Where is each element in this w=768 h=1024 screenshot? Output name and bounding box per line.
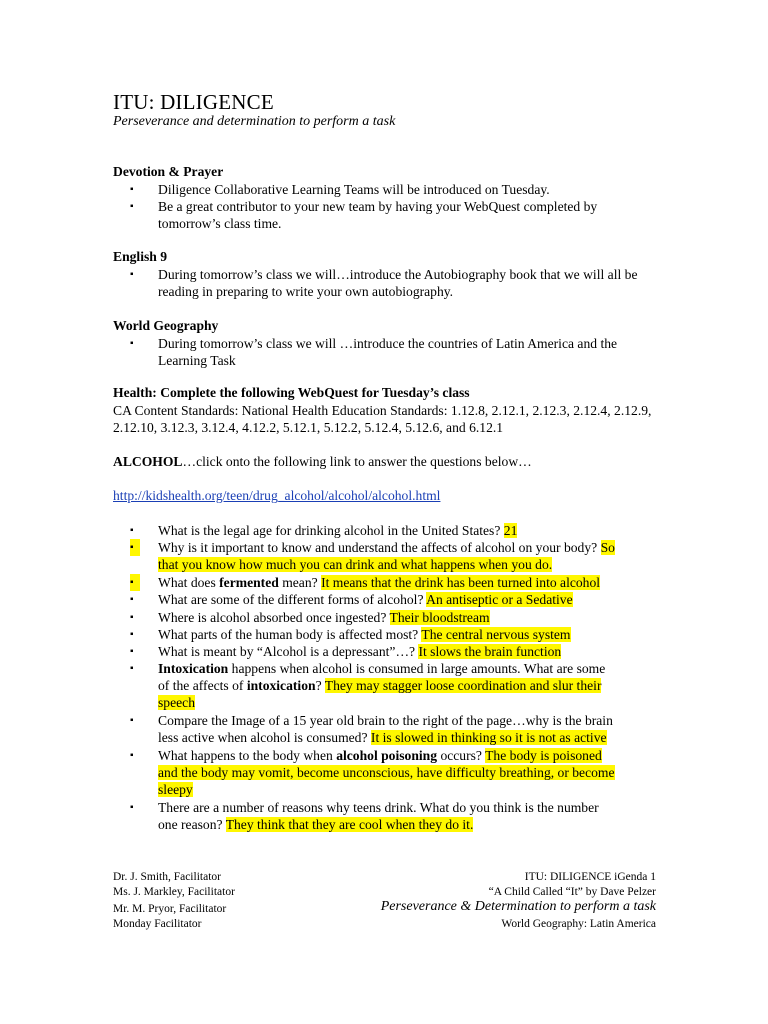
alcohol-link-row xyxy=(113,487,440,504)
answer-highlight: speech xyxy=(158,695,195,710)
list-item: ▪ During tomorrow’s class we will …introduce the countries of Latin America and the Learning Task xyxy=(130,336,618,368)
bullet-icon: ▪ xyxy=(130,715,134,726)
question-item: ▪ What is meant by “Alcohol is a depressant”…? It slows the brain function xyxy=(130,644,562,659)
english-heading: English 9 xyxy=(113,249,168,264)
bullet-icon: ▪ xyxy=(130,338,134,349)
answer-highlight: The central nervous system xyxy=(421,627,571,642)
answer-highlight: sleepy xyxy=(158,782,193,797)
alcohol-link[interactable]: http://kidshealth.org/teen/drug_alcohol/alcohol/alcohol.html xyxy=(113,488,441,503)
bullet-icon: ▪ xyxy=(130,525,134,536)
question-item: ▪ What are some of the different forms of alcohol? An antiseptic or a Sedative xyxy=(130,592,573,607)
footer-facilitator: Ms. J. Markley, Facilitator xyxy=(113,886,235,898)
health-heading: Health: Complete the following WebQuest for Tuesday’s class xyxy=(113,385,470,400)
answer-highlight: It slows the brain function xyxy=(418,644,562,659)
bullet-icon: ▪ xyxy=(130,663,134,674)
answer-highlight: They think that they are cool when they do it. xyxy=(225,817,474,832)
footer-igenda: ITU: DILIGENCE iGenda 1 xyxy=(524,871,656,883)
answer-highlight: It means that the drink has been turned into alcohol xyxy=(321,575,601,590)
footer-facilitator: Monday Facilitator xyxy=(113,918,202,930)
answer-highlight: that you know how much you can drink and what happens when you do. xyxy=(158,557,553,572)
question-item: ▪ Compare the Image of a 15 year old brain to the right of the page…why is the brain less active when alcohol is consumed? It is slowed in thinking so it is not as active xyxy=(130,713,613,745)
bullet-icon: ▪ xyxy=(130,201,134,212)
bullet-icon: ▪ xyxy=(130,184,134,195)
list-item: ▪ Diligence Collaborative Learning Teams will be introduced on Tuesday. xyxy=(130,182,550,197)
answer-highlight: The body is poisoned xyxy=(485,748,602,763)
devotion-heading: Devotion & Prayer xyxy=(113,164,224,179)
page-subtitle: Perseverance and determination to perform a task xyxy=(113,114,396,129)
footer-course: World Geography: Latin America xyxy=(501,918,656,930)
footer-book: “A Child Called “It” by Dave Pelzer xyxy=(488,886,656,898)
answer-highlight: and the body may vomit, become unconscious, have difficulty breathing, or become xyxy=(158,765,615,780)
question-item: ▪ Why is it important to know and understand the affects of alcohol on your body? So that you know how much you can drink and what happens when you do. xyxy=(130,540,615,572)
question-item: ▪ What parts of the human body is affected most? The central nervous system xyxy=(130,627,571,642)
bullet-icon: ▪ xyxy=(130,574,140,591)
question-item: ▪ Intoxication happens when alcohol is consumed in large amounts. What are some of the affects of intoxication? They may stagger loose coordination and slur their speech xyxy=(130,661,606,710)
bullet-icon: ▪ xyxy=(130,269,134,280)
answer-highlight: An antiseptic or a Sedative xyxy=(426,592,573,607)
bullet-icon: ▪ xyxy=(130,629,134,640)
bullet-icon: ▪ xyxy=(130,646,134,657)
alcohol-instruction: ALCOHOL…click onto the following link to answer the questions below… xyxy=(113,454,532,469)
question-item: ▪ What happens to the body when alcohol poisoning occurs? The body is poisoned and the body may vomit, become unconscious, have difficulty breathing, or become sleepy xyxy=(130,748,615,797)
bullet-icon: ▪ xyxy=(130,802,134,813)
bullet-icon: ▪ xyxy=(130,612,134,623)
question-item: ▪ Where is alcohol absorbed once ingested? Their bloodstream xyxy=(130,610,490,625)
bullet-icon: ▪ xyxy=(130,594,134,605)
footer-theme: Perseverance & Determination to perform a task xyxy=(380,899,656,914)
question-item: ▪ What is the legal age for drinking alcohol in the United States? 21 xyxy=(130,523,518,538)
footer-facilitator: Mr. M. Pryor, Facilitator xyxy=(113,903,227,915)
standards-text: CA Content Standards: National Health Education Standards: 1.12.8, 2.12.1, 2.12.3, 2.12.4, 2.12.9, 2.12.10, 3.12.3, 3.12.4, 4.12.2, 5.12.1, 5.12.2, 5.12.4, 5.12.6, and 6.12.1 xyxy=(113,403,652,435)
list-item: ▪ During tomorrow’s class we will…introduce the Autobiography book that we will all be reading in preparing to write your own autobiography. xyxy=(130,267,638,299)
bullet-icon: ▪ xyxy=(130,750,134,761)
question-item: ▪ There are a number of reasons why teens drink. What do you think is the number one reason? They think that they are cool when they do it. xyxy=(130,800,599,832)
answer-highlight: It is slowed in thinking so it is not as active xyxy=(370,730,607,745)
answer-highlight: So xyxy=(600,540,615,555)
page-title: ITU: DILIGENCE xyxy=(113,90,274,114)
footer-facilitator: Dr. J. Smith, Facilitator xyxy=(113,871,221,883)
list-item: ▪ Be a great contributor to your new team by having your WebQuest completed by tomorrow’s class time. xyxy=(130,199,598,231)
answer-highlight: 21 xyxy=(503,523,518,538)
answer-highlight: They may stagger loose coordination and slur their xyxy=(324,678,602,693)
geography-heading: World Geography xyxy=(113,318,219,333)
bullet-icon: ▪ xyxy=(130,539,140,556)
answer-highlight: Their bloodstream xyxy=(389,610,490,625)
question-item: ▪ What does fermented mean? It means that the drink has been turned into alcohol xyxy=(130,575,601,590)
